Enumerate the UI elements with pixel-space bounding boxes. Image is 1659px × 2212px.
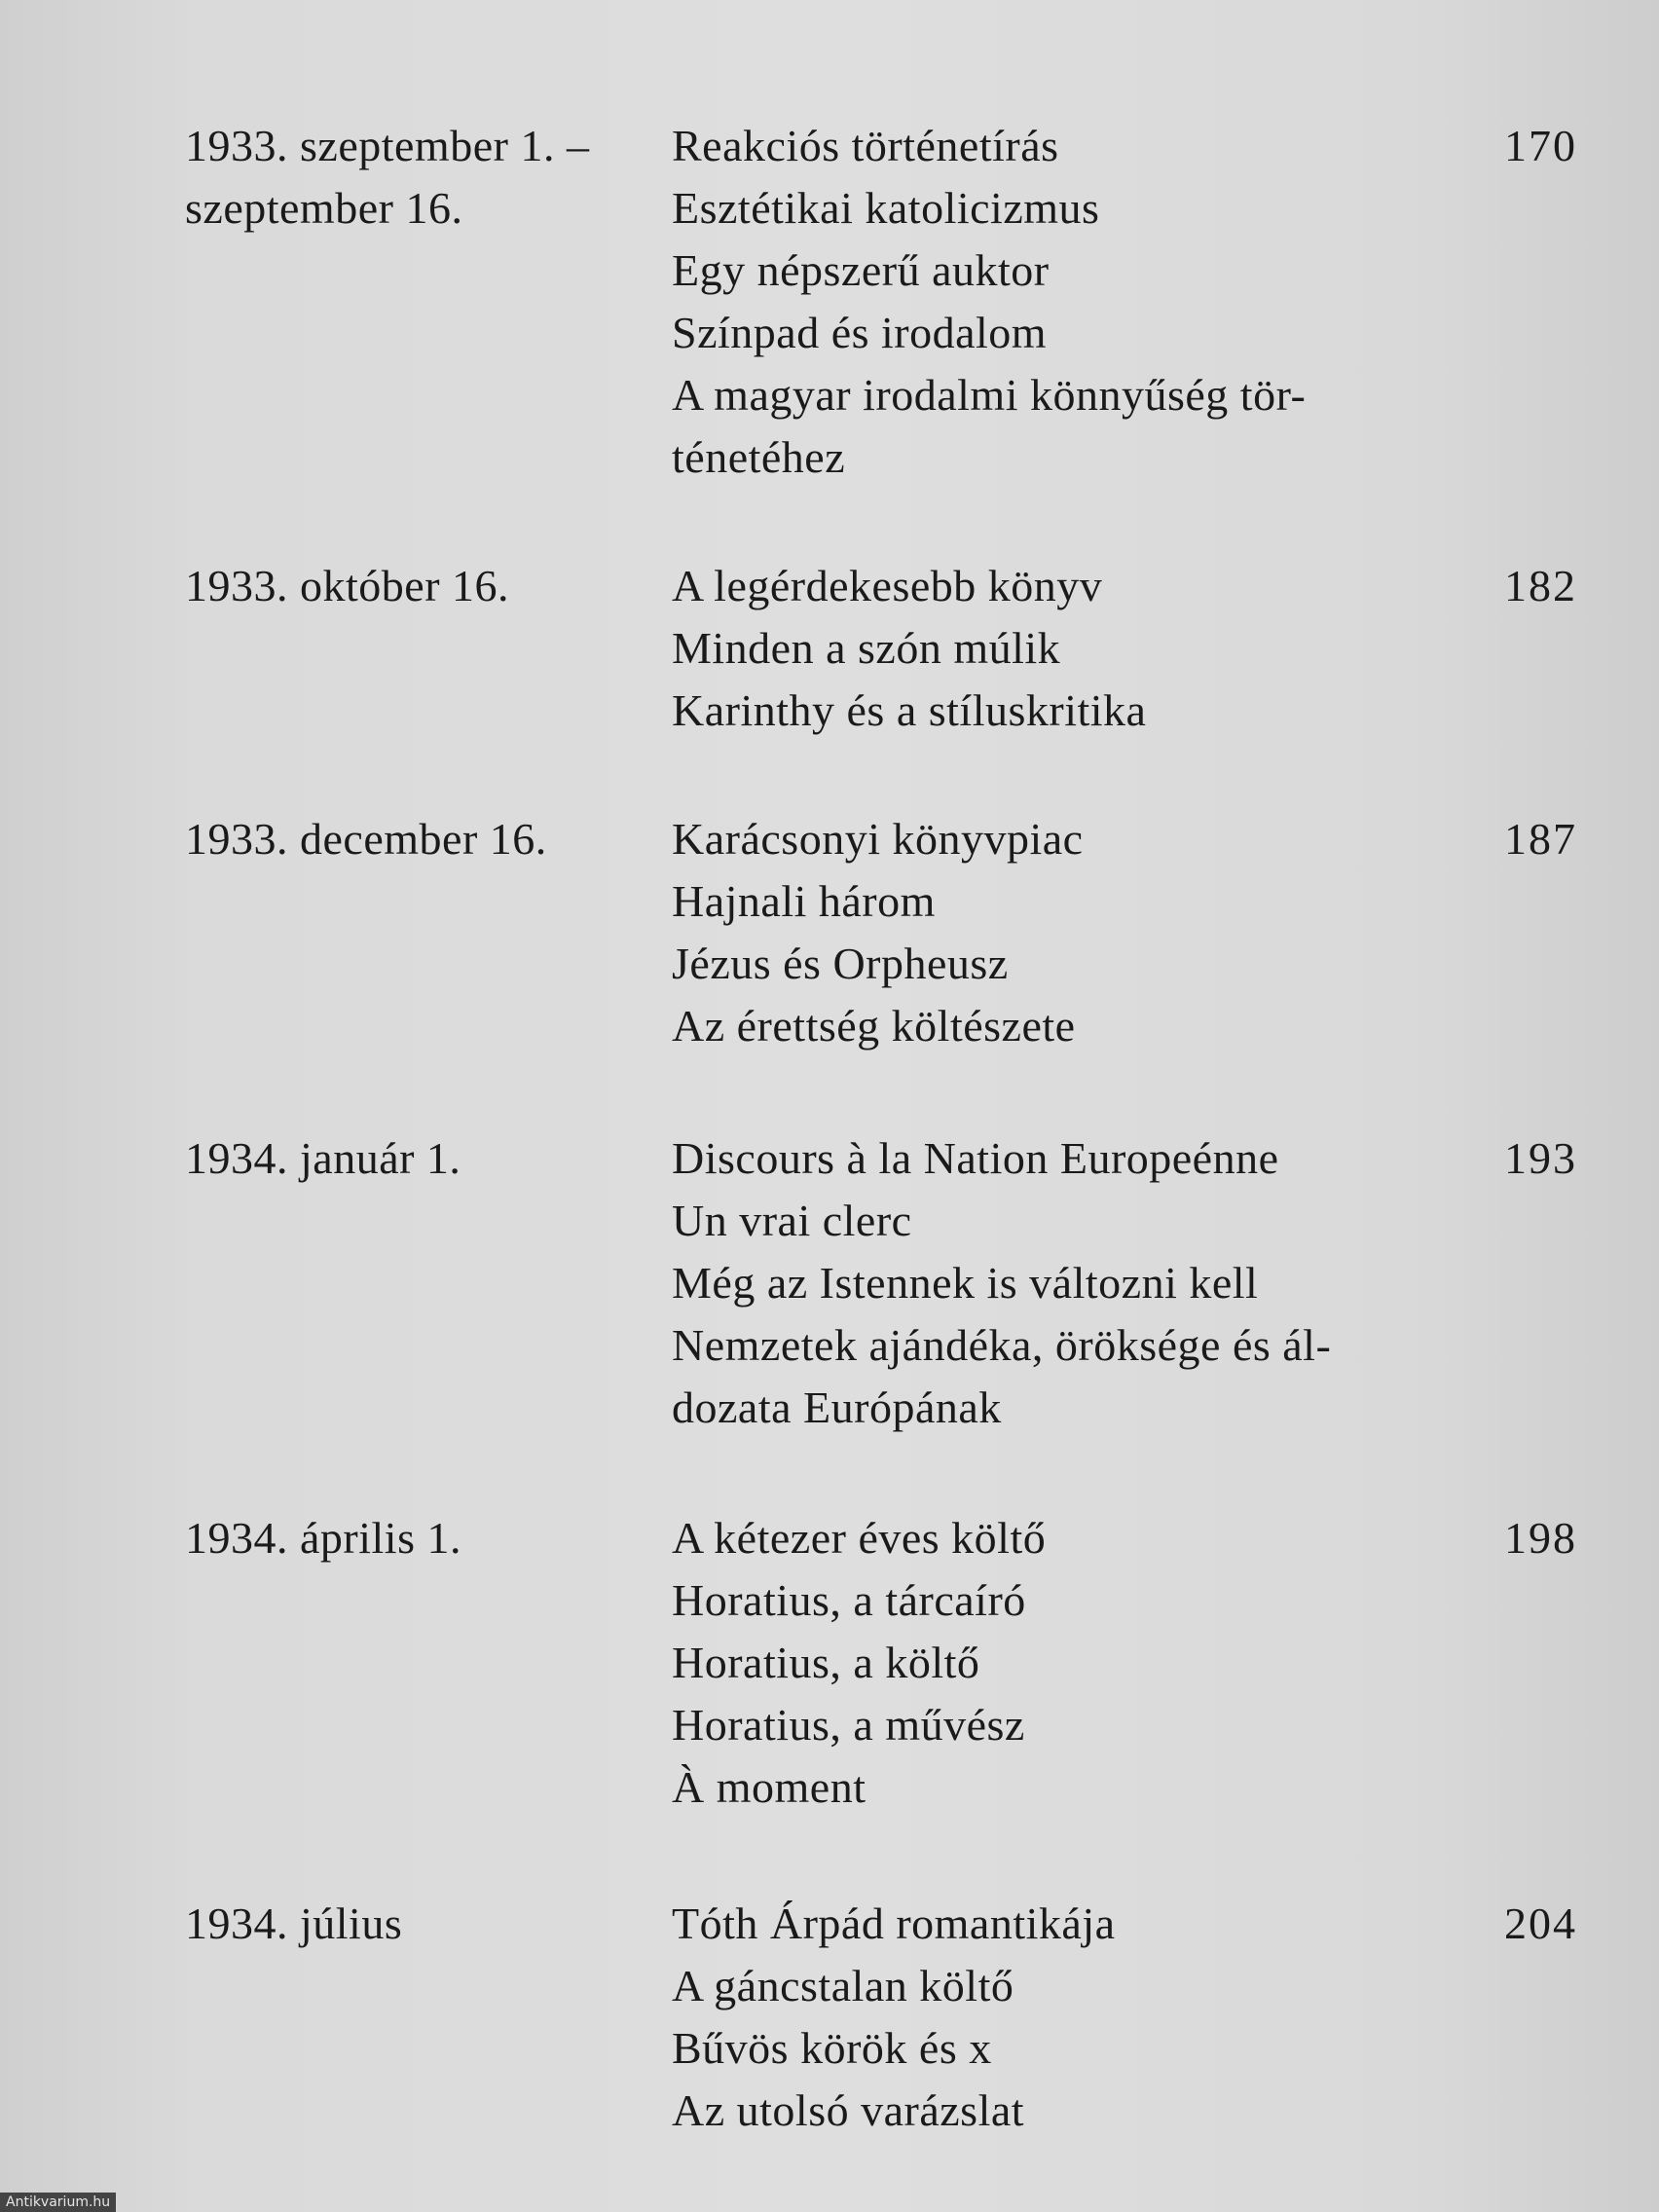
entry-title-list xyxy=(672,1507,1470,1819)
entry-title: Egy népszerű auktor xyxy=(672,245,1050,295)
entry-title: Az érettség költészete xyxy=(672,1001,1076,1051)
entry-title: Bűvös körök és x xyxy=(672,2023,992,2073)
entry-title: Horatius, a költő xyxy=(672,1638,980,1687)
toc-entry xyxy=(185,1893,1577,2156)
entry-title: Még az Istennek is változni kell xyxy=(672,1258,1259,1308)
entry-date-line: 1933. december 16. xyxy=(185,814,547,864)
entry-title: Horatius, a művész xyxy=(672,1700,1025,1750)
entry-date-line: 1933. október 16. xyxy=(185,561,510,610)
toc-entry xyxy=(185,1127,1577,1449)
entry-page-number: 182 xyxy=(1504,561,1577,610)
entry-title: Nemzetek ajándéka, öröksége és ál- xyxy=(672,1320,1332,1370)
entry-title: Az utolsó varázslat xyxy=(672,2085,1025,2135)
entry-date xyxy=(185,555,662,617)
entry-date xyxy=(185,1507,662,1569)
entry-title: Discours à la Nation Europeénne xyxy=(672,1133,1279,1183)
toc-entry xyxy=(185,808,1577,1061)
entry-date-line: 1934. január 1. xyxy=(185,1133,461,1183)
entry-title: À moment xyxy=(672,1762,866,1812)
entry-title: A magyar irodalmi könnyűség tör- xyxy=(672,370,1307,420)
entry-page-number: 193 xyxy=(1504,1133,1577,1183)
entry-title: Horatius, a tárcaíró xyxy=(672,1575,1026,1625)
entry-title: Színpad és irodalom xyxy=(672,308,1048,357)
entry-page-number: 204 xyxy=(1504,1899,1577,1948)
entry-title: ténetéhez xyxy=(672,432,846,482)
entry-title: Jézus és Orpheusz xyxy=(672,939,1009,988)
entry-date-line: 1933. szeptember 1. – xyxy=(185,121,590,170)
entry-title-list xyxy=(672,555,1470,742)
entry-title: Karácsonyi könyvpiac xyxy=(672,814,1084,864)
entry-date-line: 1934. július xyxy=(185,1899,403,1948)
entry-date xyxy=(185,808,662,870)
entry-date xyxy=(185,1127,662,1190)
entry-page-number: 198 xyxy=(1504,1513,1577,1563)
watermark-label: Antikvarium.hu xyxy=(0,2193,116,2212)
entry-title-list xyxy=(672,1127,1470,1439)
entry-date-line: 1934. április 1. xyxy=(185,1513,461,1563)
entry-date-line: szeptember 16. xyxy=(185,183,463,233)
entry-title: Karinthy és a stíluskritika xyxy=(672,685,1147,735)
entry-date xyxy=(185,1893,662,1955)
toc-entry xyxy=(185,555,1577,750)
entry-title: Reakciós történetírás xyxy=(672,121,1059,170)
entry-title: dozata Európának xyxy=(672,1382,1002,1432)
entry-title: Tóth Árpád romantikája xyxy=(672,1899,1116,1948)
entry-title-list xyxy=(672,1893,1470,2142)
entry-title: Esztétikai katolicizmus xyxy=(672,183,1100,233)
entry-page-number: 187 xyxy=(1504,814,1577,864)
entry-title: Hajnali három xyxy=(672,876,936,926)
toc-entry xyxy=(185,1507,1577,1828)
entry-title-list xyxy=(672,115,1470,489)
entry-title: Un vrai clerc xyxy=(672,1196,912,1245)
entry-page-number: 170 xyxy=(1504,121,1577,170)
entry-title: A gáncstalan költő xyxy=(672,1961,1014,2010)
entry-title: A kétezer éves költő xyxy=(672,1513,1047,1563)
entry-date xyxy=(185,115,662,240)
entry-title: Minden a szón múlik xyxy=(672,623,1061,673)
toc-entry xyxy=(185,115,1577,485)
entry-title: A legérdekesebb könyv xyxy=(672,561,1103,610)
entry-title-list xyxy=(672,808,1470,1057)
